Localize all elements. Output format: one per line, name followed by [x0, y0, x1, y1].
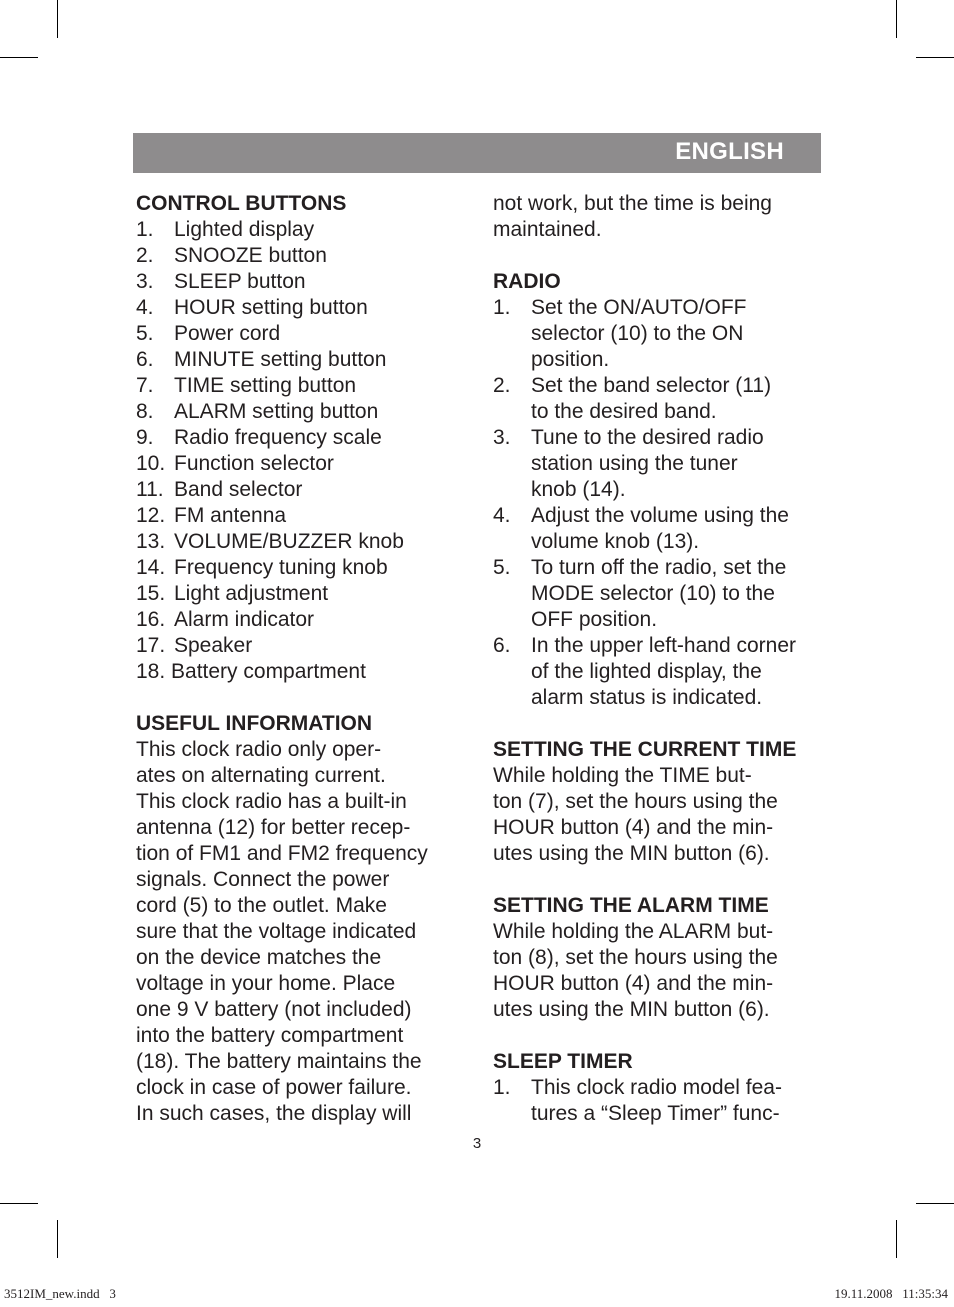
text-line: In such cases, the display will	[136, 1102, 412, 1125]
list-item: 3. Tune to the desired radio	[493, 426, 764, 449]
date-slug: 19.11.2008 11:35:34	[834, 1286, 948, 1301]
text-line: (18). The battery maintains the	[136, 1050, 422, 1073]
list-item: 5. Power cord	[136, 322, 281, 345]
list-item: 18. Battery compartment	[136, 660, 366, 683]
crop-mark	[896, 1220, 897, 1258]
list-item: 13. VOLUME/BUZZER knob	[136, 530, 404, 553]
file-slug: 3512IM_new.indd 3	[4, 1286, 116, 1301]
sleep-timer-heading: SLEEP TIMER	[493, 1050, 633, 1073]
list-item: 1. This clock radio model fea-	[493, 1076, 782, 1099]
control-buttons-heading: CONTROL BUTTONS	[136, 192, 347, 215]
crop-mark	[0, 57, 38, 58]
useful-information-text	[136, 737, 456, 1127]
control-list	[136, 217, 456, 685]
list-item: 8. ALARM setting button	[136, 400, 379, 423]
list-item-continuation: volume knob (13).	[531, 530, 700, 553]
list-item: 14. Frequency tuning knob	[136, 556, 388, 579]
text-line: one 9 V battery (not included)	[136, 998, 412, 1021]
crop-mark	[896, 0, 897, 38]
list-item: 12. FM antenna	[136, 504, 287, 527]
list-item: 7. TIME setting button	[136, 374, 357, 397]
list-item-continuation: selector (10) to the ON	[531, 322, 744, 345]
text-line: on the device matches the	[136, 946, 382, 969]
list-item-continuation: to the desired band.	[531, 400, 717, 423]
list-item: 2. SNOOZE button	[136, 244, 327, 267]
list-item: 3. SLEEP button	[136, 270, 306, 293]
list-item-continuation: MODE selector (10) to the	[531, 582, 775, 605]
list-item: 6. MINUTE setting button	[136, 348, 387, 371]
radio-steps	[493, 295, 823, 711]
text-line: ates on alternating current.	[136, 764, 386, 787]
current-time-heading: SETTING THE CURRENT TIME	[493, 738, 797, 761]
page-number: 3	[472, 1135, 482, 1152]
list-item: 16. Alarm indicator	[136, 608, 315, 631]
language-banner	[133, 133, 821, 173]
crop-mark	[57, 0, 58, 38]
language-title: ENGLISH	[675, 138, 784, 165]
list-item-continuation: tures a “Sleep Timer” func-	[531, 1102, 780, 1125]
list-item-continuation: position.	[531, 348, 610, 371]
alarm-time-heading: SETTING THE ALARM TIME	[493, 894, 769, 917]
crop-mark	[57, 1220, 58, 1258]
text-line: HOUR button (4) and the min-	[493, 816, 774, 839]
text-line: into the battery compartment	[136, 1024, 404, 1047]
radio-heading: RADIO	[493, 270, 561, 293]
list-item: 9. Radio frequency scale	[136, 426, 382, 449]
list-item: 1. Set the ON/AUTO/OFF	[493, 296, 747, 319]
text-line: tion of FM1 and FM2 frequency	[136, 842, 428, 865]
list-item-continuation: knob (14).	[531, 478, 626, 501]
list-item: 2. Set the band selector (11)	[493, 374, 772, 397]
useful-information-heading: USEFUL INFORMATION	[136, 712, 373, 735]
text-line: signals. Connect the power	[136, 868, 390, 891]
right-column	[493, 191, 823, 1127]
left-column	[136, 191, 456, 1127]
text-line: While holding the TIME but-	[493, 764, 752, 787]
list-item: 5. To turn off the radio, set the	[493, 556, 787, 579]
text-line: cord (5) to the outlet. Make	[136, 894, 387, 917]
crop-mark	[916, 57, 954, 58]
text-line: utes using the MIN button (6).	[493, 842, 770, 865]
list-item-continuation: of the lighted display, the	[531, 660, 762, 683]
crop-mark	[916, 1203, 954, 1204]
list-item-continuation: station using the tuner	[531, 452, 738, 475]
text-line: ton (8), set the hours using the	[493, 946, 778, 969]
text-line: This clock radio only oper-	[136, 738, 382, 761]
list-item: 17. Speaker	[136, 634, 253, 657]
text-line: HOUR button (4) and the min-	[493, 972, 774, 995]
text-line: sure that the voltage indicated	[136, 920, 417, 943]
list-item: 10. Function selector	[136, 452, 334, 475]
text-line: not work, but the time is being	[493, 192, 772, 215]
list-item-continuation: OFF position.	[531, 608, 658, 631]
list-item: 4. HOUR setting button	[136, 296, 368, 319]
text-line: clock in case of power failure.	[136, 1076, 412, 1099]
list-item: 6. In the upper left-hand corner	[493, 634, 797, 657]
list-item: 15. Light adjustment	[136, 582, 329, 605]
list-item: 11. Band selector	[136, 478, 303, 501]
text-line: While holding the ALARM but-	[493, 920, 774, 943]
text-line: utes using the MIN button (6).	[493, 998, 770, 1021]
text-line: ton (7), set the hours using the	[493, 790, 778, 813]
text-line: voltage in your home. Place	[136, 972, 396, 995]
text-line: antenna (12) for better recep-	[136, 816, 411, 839]
list-item-continuation: alarm status is indicated.	[531, 686, 763, 709]
text-line: maintained.	[493, 218, 602, 241]
crop-mark	[0, 1203, 38, 1204]
list-item: 1. Lighted display	[136, 218, 315, 241]
list-item: 4. Adjust the volume using the	[493, 504, 789, 527]
text-line: This clock radio has a built-in	[136, 790, 407, 813]
